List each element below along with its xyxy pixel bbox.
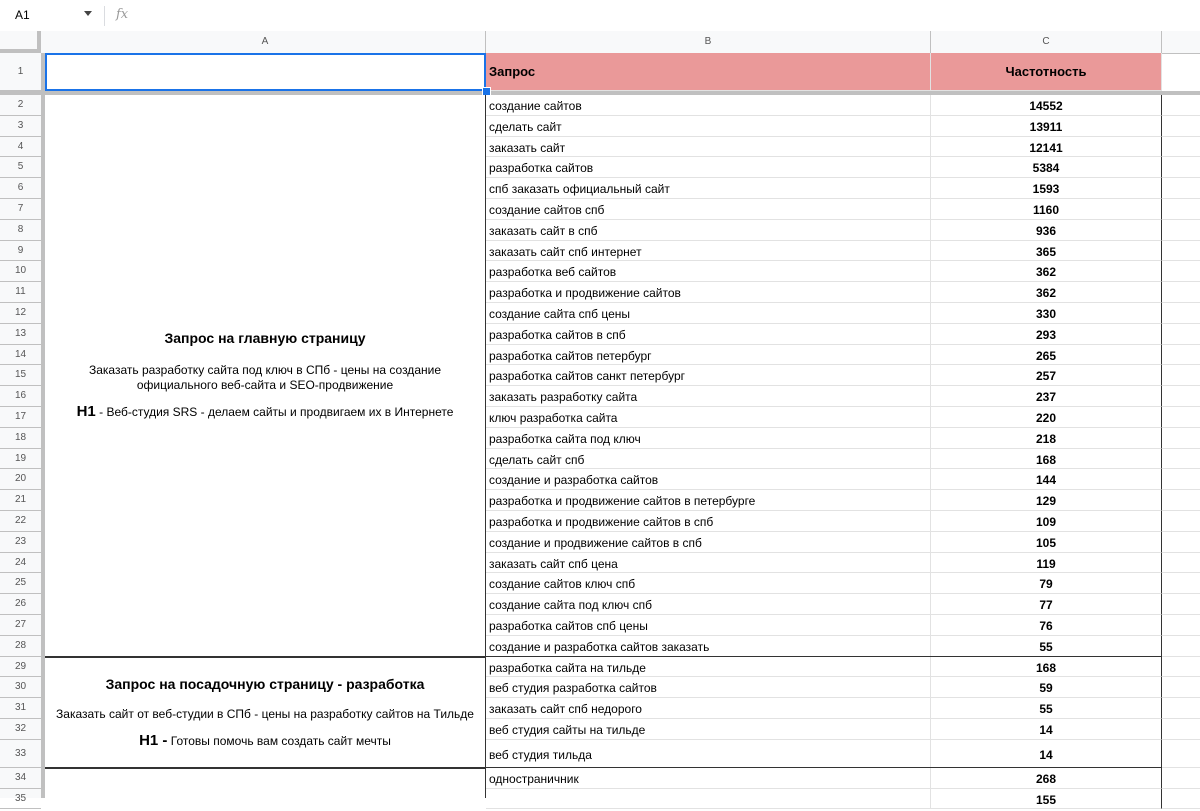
row-header[interactable]: 2 xyxy=(0,95,41,116)
frequency-cell[interactable]: 105 xyxy=(931,532,1162,553)
frequency-cell[interactable]: 365 xyxy=(931,241,1162,262)
row-header[interactable]: 1 xyxy=(0,53,41,91)
query-cell[interactable]: заказать разработку сайта xyxy=(486,386,931,407)
row-header[interactable]: 19 xyxy=(0,449,41,470)
frequency-cell[interactable]: 14 xyxy=(931,719,1162,740)
frequency-cell[interactable]: 1593 xyxy=(931,178,1162,199)
frequency-cell[interactable]: 79 xyxy=(931,573,1162,594)
empty-cell[interactable] xyxy=(1162,116,1200,137)
query-cell[interactable]: разработка сайтов xyxy=(486,157,931,178)
landing-page-title: Запрос на посадочную страницу - разработка xyxy=(105,675,425,692)
empty-cell[interactable] xyxy=(1162,469,1200,490)
frequency-cell[interactable]: 218 xyxy=(931,428,1162,449)
header-cell-frequency[interactable]: Частотность xyxy=(931,53,1162,91)
empty-cell[interactable] xyxy=(1162,345,1200,366)
h1-text: Готовы помочь вам создать сайт мечты xyxy=(167,733,391,748)
empty-cell[interactable] xyxy=(1162,532,1200,553)
empty-cell[interactable] xyxy=(1162,553,1200,574)
frequency-cell[interactable]: 155 xyxy=(931,789,1162,810)
query-cell[interactable]: создание сайта спб цены xyxy=(486,303,931,324)
query-cell[interactable]: заказать сайт спб интернет xyxy=(486,241,931,262)
query-cell[interactable]: заказать сайт xyxy=(486,137,931,158)
row-header[interactable]: 32 xyxy=(0,719,41,740)
h1-label: H1 xyxy=(76,403,96,421)
row-header[interactable]: 14 xyxy=(0,345,41,366)
empty-cell[interactable] xyxy=(1162,365,1200,386)
row-header[interactable]: 22 xyxy=(0,511,41,532)
frequency-cell[interactable]: 362 xyxy=(931,282,1162,303)
row-header[interactable]: 26 xyxy=(0,594,41,615)
query-cell[interactable]: заказать сайт спб цена xyxy=(486,553,931,574)
query-cell[interactable]: веб студия сайты на тильде xyxy=(486,719,931,740)
header-cell-query[interactable]: Запрос xyxy=(486,53,931,91)
empty-cell[interactable] xyxy=(1162,157,1200,178)
empty-cell[interactable] xyxy=(1162,594,1200,615)
frequency-cell[interactable]: 257 xyxy=(931,365,1162,386)
h1-label: H1 - xyxy=(139,731,168,749)
section-divider xyxy=(486,656,1162,657)
empty-cell[interactable] xyxy=(1162,220,1200,241)
query-cell[interactable]: разработка и продвижение сайтов в спб xyxy=(486,511,931,532)
main-page-description: Заказать разработку сайта под ключ в СПб - цены на создание официального веб-сайта и SEO-продвижение xyxy=(89,363,441,393)
empty-cell[interactable] xyxy=(1162,282,1200,303)
formula-bar-divider xyxy=(104,6,105,26)
column-header-d[interactable] xyxy=(1162,31,1200,53)
column-header-bar xyxy=(0,31,1200,54)
empty-cell[interactable] xyxy=(1162,490,1200,511)
empty-cell[interactable] xyxy=(1162,303,1200,324)
query-cell[interactable]: ключ разработка сайта xyxy=(486,407,931,428)
frequency-cell[interactable]: 330 xyxy=(931,303,1162,324)
frequency-cell[interactable]: 55 xyxy=(931,698,1162,719)
row-header[interactable]: 29 xyxy=(0,657,41,678)
row-header[interactable]: 35 xyxy=(0,789,41,810)
row-header[interactable]: 6 xyxy=(0,178,41,199)
row-header[interactable]: 3 xyxy=(0,116,41,137)
empty-cell[interactable] xyxy=(1162,199,1200,220)
merged-cell-main-page[interactable] xyxy=(45,95,486,657)
frequency-cell[interactable]: 129 xyxy=(931,490,1162,511)
row-header[interactable]: 11 xyxy=(0,282,41,303)
empty-cell[interactable] xyxy=(1162,698,1200,719)
select-all-corner[interactable] xyxy=(0,31,41,53)
empty-cell[interactable] xyxy=(1162,449,1200,470)
row-header[interactable]: 15 xyxy=(0,365,41,386)
fx-icon: fx xyxy=(116,7,129,22)
empty-cell[interactable] xyxy=(1162,573,1200,594)
row-header[interactable]: 21 xyxy=(0,490,41,511)
frequency-cell[interactable]: 268 xyxy=(931,768,1162,789)
query-cell[interactable]: создание и продвижение сайтов в спб xyxy=(486,532,931,553)
row-header[interactable]: 28 xyxy=(0,636,41,657)
row-header[interactable]: 10 xyxy=(0,261,41,282)
frequency-cell[interactable]: 12141 xyxy=(931,137,1162,158)
query-cell[interactable]: спб заказать официальный сайт xyxy=(486,178,931,199)
frequency-cell[interactable]: 55 xyxy=(931,636,1162,657)
empty-cell[interactable] xyxy=(1162,740,1200,768)
query-cell[interactable]: веб студия разработка сайтов xyxy=(486,677,931,698)
query-cell[interactable]: создание сайта под ключ спб xyxy=(486,594,931,615)
frequency-cell[interactable]: 237 xyxy=(931,386,1162,407)
empty-cell[interactable] xyxy=(1162,615,1200,636)
query-cell[interactable]: разработка сайтов спб цены xyxy=(486,615,931,636)
frequency-cell[interactable]: 220 xyxy=(931,407,1162,428)
empty-cell[interactable] xyxy=(1162,636,1200,657)
empty-cell[interactable] xyxy=(1162,511,1200,532)
query-cell[interactable]: разработка сайтов петербург xyxy=(486,345,931,366)
row-header[interactable]: 13 xyxy=(0,324,41,345)
column-header-b[interactable]: B xyxy=(486,31,931,53)
frequency-cell[interactable]: 168 xyxy=(931,449,1162,470)
empty-cell[interactable] xyxy=(1162,789,1200,810)
empty-cell[interactable] xyxy=(1162,657,1200,678)
query-cell[interactable]: разработка и продвижение сайтов xyxy=(486,282,931,303)
query-cell[interactable]: разработка веб сайтов xyxy=(486,261,931,282)
row-header[interactable]: 25 xyxy=(0,573,41,594)
frequency-cell[interactable]: 293 xyxy=(931,324,1162,345)
merged-cell-empty[interactable] xyxy=(45,768,486,798)
frequency-cell[interactable]: 109 xyxy=(931,511,1162,532)
frequency-cell[interactable]: 119 xyxy=(931,553,1162,574)
frequency-cell[interactable]: 5384 xyxy=(931,157,1162,178)
query-cell[interactable]: разработка и продвижение сайтов в петербурге xyxy=(486,490,931,511)
query-cell[interactable]: заказать сайт в спб xyxy=(486,220,931,241)
empty-cell[interactable] xyxy=(1162,428,1200,449)
frequency-cell[interactable]: 59 xyxy=(931,677,1162,698)
formula-bar xyxy=(0,0,1200,32)
query-cell[interactable]: сделать сайт спб xyxy=(486,449,931,470)
frequency-cell[interactable]: 144 xyxy=(931,469,1162,490)
empty-cell[interactable] xyxy=(1162,241,1200,262)
empty-cell[interactable] xyxy=(1162,768,1200,789)
h1-text: - Веб-студия SRS - делаем сайты и продвигаем их в Интернете xyxy=(95,405,454,420)
empty-cell[interactable] xyxy=(1162,677,1200,698)
empty-cell[interactable] xyxy=(1162,407,1200,428)
row-header[interactable]: 24 xyxy=(0,553,41,574)
empty-cell[interactable] xyxy=(1162,386,1200,407)
column-header-c[interactable]: C xyxy=(931,31,1162,53)
main-page-title: Запрос на главную страницу xyxy=(164,330,366,347)
name-box[interactable]: A1 xyxy=(15,8,30,22)
row-header[interactable]: 18 xyxy=(0,428,41,449)
frequency-cell[interactable]: 76 xyxy=(931,615,1162,636)
chevron-down-icon[interactable] xyxy=(84,11,92,16)
query-cell[interactable]: создание и разработка сайтов xyxy=(486,469,931,490)
query-cell[interactable]: разработка сайтов санкт петербург xyxy=(486,365,931,386)
section-divider xyxy=(486,767,1162,768)
sheet-grid xyxy=(0,53,1200,807)
empty-cell[interactable] xyxy=(1162,324,1200,345)
row-header[interactable]: 7 xyxy=(0,199,41,220)
merged-cell-landing-page[interactable] xyxy=(45,657,486,768)
query-cell[interactable]: одностраничник xyxy=(486,768,931,789)
empty-cell[interactable] xyxy=(1162,178,1200,199)
frequency-cell[interactable]: 168 xyxy=(931,657,1162,678)
row-header[interactable]: 31 xyxy=(0,698,41,719)
formula-input[interactable] xyxy=(140,6,1184,28)
main-page-h1 xyxy=(77,403,454,421)
query-cell[interactable]: создание сайтов xyxy=(486,95,931,116)
frequency-cell[interactable]: 14 xyxy=(931,740,1162,768)
query-cell[interactable]: разработка сайтов в спб xyxy=(486,324,931,345)
row-header[interactable]: 16 xyxy=(0,386,41,407)
row-header[interactable]: 30 xyxy=(0,677,41,698)
frequency-cell[interactable]: 1160 xyxy=(931,199,1162,220)
row-header[interactable]: 9 xyxy=(0,241,41,262)
frequency-cell[interactable]: 362 xyxy=(931,261,1162,282)
row-header[interactable]: 17 xyxy=(0,407,41,428)
frequency-cell[interactable]: 936 xyxy=(931,220,1162,241)
row-header[interactable]: 20 xyxy=(0,469,41,490)
frequency-cell[interactable]: 14552 xyxy=(931,95,1162,116)
row-header[interactable]: 8 xyxy=(0,220,41,241)
column-header-a[interactable]: A xyxy=(45,31,486,53)
row-header[interactable]: 27 xyxy=(0,615,41,636)
row-header[interactable]: 34 xyxy=(0,768,41,789)
empty-cell[interactable] xyxy=(1162,95,1200,116)
frequency-cell[interactable]: 13911 xyxy=(931,116,1162,137)
landing-page-description: Заказать сайт от веб-студии в СПб - цены на разработку сайтов на Тильде xyxy=(56,706,474,721)
frequency-cell[interactable]: 77 xyxy=(931,594,1162,615)
empty-cell[interactable] xyxy=(1162,137,1200,158)
landing-page-h1 xyxy=(139,732,391,750)
selected-cell-a1[interactable] xyxy=(45,53,486,91)
empty-cell[interactable] xyxy=(1162,719,1200,740)
query-cell[interactable]: разработка сайта на тильде xyxy=(486,657,931,678)
query-cell[interactable]: заказать сайт спб недорого xyxy=(486,698,931,719)
query-cell[interactable]: разработка сайта под ключ xyxy=(486,428,931,449)
query-cell[interactable]: создание сайтов спб xyxy=(486,199,931,220)
row-header[interactable]: 5 xyxy=(0,157,41,178)
row-header-bar xyxy=(0,53,45,804)
row-header[interactable]: 12 xyxy=(0,303,41,324)
row-header[interactable]: 33 xyxy=(0,740,41,768)
query-cell[interactable] xyxy=(486,789,931,810)
row-header[interactable]: 4 xyxy=(0,137,41,158)
query-cell[interactable]: создание сайтов ключ спб xyxy=(486,573,931,594)
query-cell[interactable]: веб студия тильда xyxy=(486,740,931,768)
query-cell[interactable]: сделать сайт xyxy=(486,116,931,137)
empty-cell[interactable] xyxy=(1162,261,1200,282)
frequency-cell[interactable]: 265 xyxy=(931,345,1162,366)
row-header[interactable]: 23 xyxy=(0,532,41,553)
query-cell[interactable]: создание и разработка сайтов заказать xyxy=(486,636,931,657)
